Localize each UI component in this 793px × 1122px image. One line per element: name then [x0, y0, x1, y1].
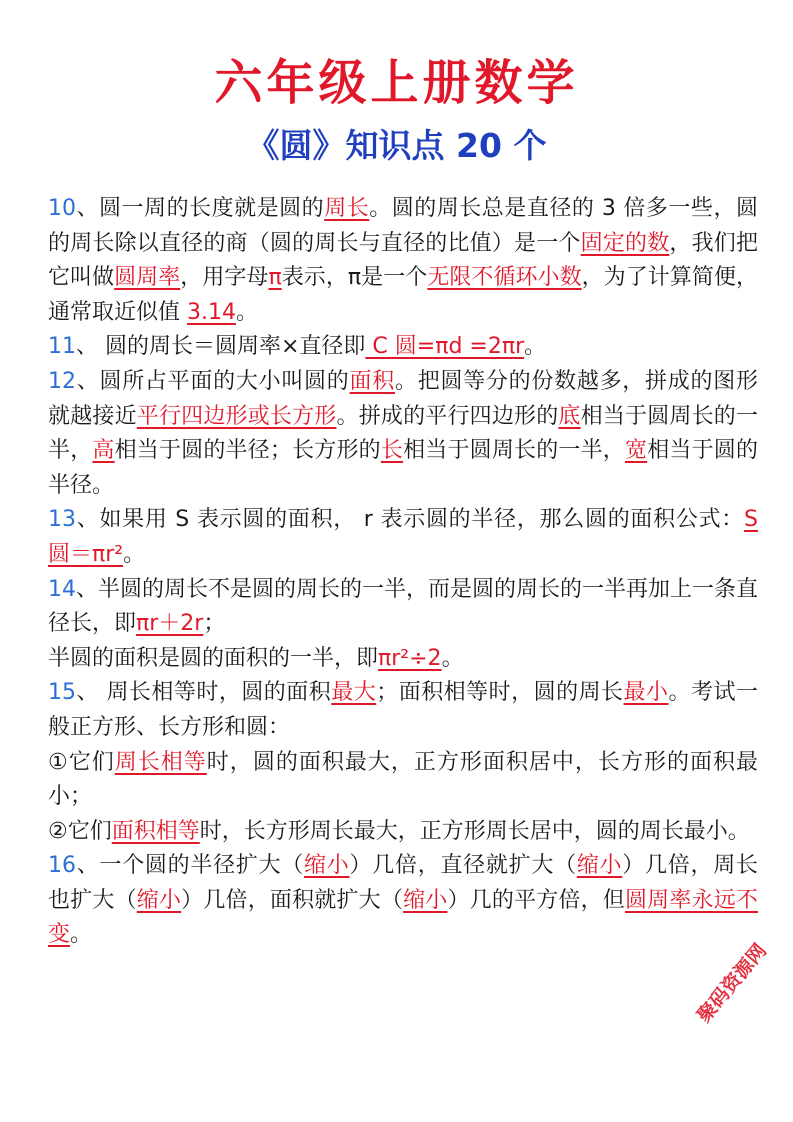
point-text: 。 — [123, 541, 146, 567]
point-text: 时，圆的面积最大，正方形面积居中，长方形的面积最小； — [48, 749, 758, 810]
highlight-term: 缩小 — [403, 887, 448, 913]
point-text: 、圆所占平面的大小叫圆的 — [76, 368, 350, 394]
point-text: 。 — [524, 334, 547, 360]
point-text: 、一个圆的半径扩大（ — [76, 853, 305, 879]
point-text: 相当于圆的半径。 — [48, 438, 758, 498]
knowledge-point-13 — [48, 503, 758, 572]
highlight-term: 长 — [380, 438, 404, 464]
point-text: 相当于圆周长的一半， — [48, 403, 758, 464]
knowledge-point-10 — [48, 192, 758, 330]
point-text: 。考试一般正方形、长方形和圆： — [48, 680, 758, 740]
point-text: ； — [203, 611, 226, 637]
highlight-term: 面积相等 — [111, 818, 200, 844]
knowledge-point-12 — [48, 365, 758, 503]
point-text: 、半圆的周长不是圆的周长的一半，而是圆的周长的一半再加上一条直径长，即 — [48, 576, 759, 637]
highlight-term: 最小 — [623, 680, 669, 706]
point-text: ；面积相等时，圆的周长 — [376, 680, 624, 706]
highlight-term: 缩小 — [576, 853, 623, 879]
highlight-term: 圆周率永远不变 — [48, 887, 758, 948]
highlight-term: 宽 — [624, 438, 648, 464]
point-text: ，用字母 — [180, 265, 269, 291]
highlight-term: πr²÷2 — [378, 645, 442, 671]
highlight-term: 底 — [558, 403, 581, 429]
knowledge-point-16 — [48, 849, 758, 953]
point-text: ）几的平方倍，但 — [447, 887, 625, 913]
highlight-term: 周长 — [324, 196, 370, 221]
point-text: 。 — [235, 299, 258, 325]
highlight-term: S 圆＝πr² — [48, 507, 758, 567]
point-text: 、圆一周的长度就是圆的 — [76, 196, 325, 221]
point-text: 相当于圆的半径；长方形的 — [114, 438, 381, 464]
knowledge-point-15-line-3 — [48, 815, 758, 850]
highlight-term: 周长相等 — [114, 749, 207, 775]
point-text: 。圆的周长总是直径的 3 倍多一些，圆的周长除以直径的商（圆的周长与直径的比值）是一个 — [48, 196, 758, 256]
highlight-term: 缩小 — [304, 853, 350, 879]
point-number: 13 — [48, 507, 76, 533]
highlight-term: 高 — [92, 438, 115, 464]
highlight-term: 无限不循环小数 — [427, 265, 582, 291]
highlight-term: 面积 — [349, 368, 395, 394]
point-text: ）几倍，面积就扩大（ — [181, 887, 404, 913]
point-text: 半圆的面积是圆的面积的一半，即 — [48, 645, 379, 671]
point-text: 、 圆的周长＝圆周率×直径即 — [76, 334, 366, 360]
page-subtitle: 《圆》知识点 20 个 — [246, 126, 547, 165]
highlight-term: πr＋2r — [136, 611, 204, 637]
point-text: 。 — [70, 922, 93, 948]
knowledge-point-11 — [48, 330, 758, 365]
highlight-term: 固定的数 — [580, 230, 670, 256]
point-text: 相当于圆周长的一半， — [403, 438, 625, 464]
point-number: 16 — [48, 853, 76, 879]
watermark: 聚码资源网 — [693, 939, 771, 1027]
point-number: 12 — [48, 368, 76, 394]
point-text: ）几倍，直径就扩大（ — [349, 853, 577, 879]
point-text: ）几倍，周长也扩大（ — [48, 853, 758, 913]
highlight-term: C 圆=πd =2πr — [365, 334, 525, 360]
point-text: 表示，π是一个 — [281, 265, 428, 291]
point-text: 。把圆等分的份数越多，拼成的图形就越接近 — [48, 368, 758, 429]
point-number: 11 — [48, 334, 76, 360]
point-text: 、如果用 S 表示圆的面积， r 表示圆的半径，那么圆的面积公式： — [76, 507, 745, 533]
page-title: 六年级上册数学 — [214, 55, 579, 111]
knowledge-point-14 — [48, 573, 758, 642]
point-number: 10 — [48, 196, 76, 221]
highlight-term: 3.14 — [187, 299, 236, 325]
point-text: ①它们 — [48, 749, 115, 775]
knowledge-point-15-line-2 — [48, 746, 758, 815]
highlight-term: 圆周率 — [114, 265, 181, 291]
highlight-term: 缩小 — [136, 887, 182, 913]
point-text: ，我们把它叫做 — [48, 230, 758, 291]
point-text: 时，长方形周长最大，正方形周长居中，圆的周长最小。 — [199, 818, 750, 844]
highlight-term: 最大 — [331, 680, 377, 706]
point-text: 、 周长相等时，圆的面积 — [76, 680, 332, 706]
point-number: 14 — [48, 576, 76, 602]
point-text: 。拼成的平行四边形的 — [336, 403, 559, 429]
point-text: 。 — [441, 645, 464, 671]
knowledge-points — [48, 192, 758, 953]
knowledge-point-15 — [48, 676, 758, 745]
highlight-term: 平行四边形或长方形 — [136, 403, 337, 429]
point-number: 15 — [48, 680, 76, 706]
point-text: ，为了计算简便，通常取近似值 — [48, 265, 758, 325]
knowledge-point-14-line-2 — [48, 642, 758, 677]
highlight-term: π — [268, 265, 282, 291]
point-text: ②它们 — [48, 818, 112, 844]
